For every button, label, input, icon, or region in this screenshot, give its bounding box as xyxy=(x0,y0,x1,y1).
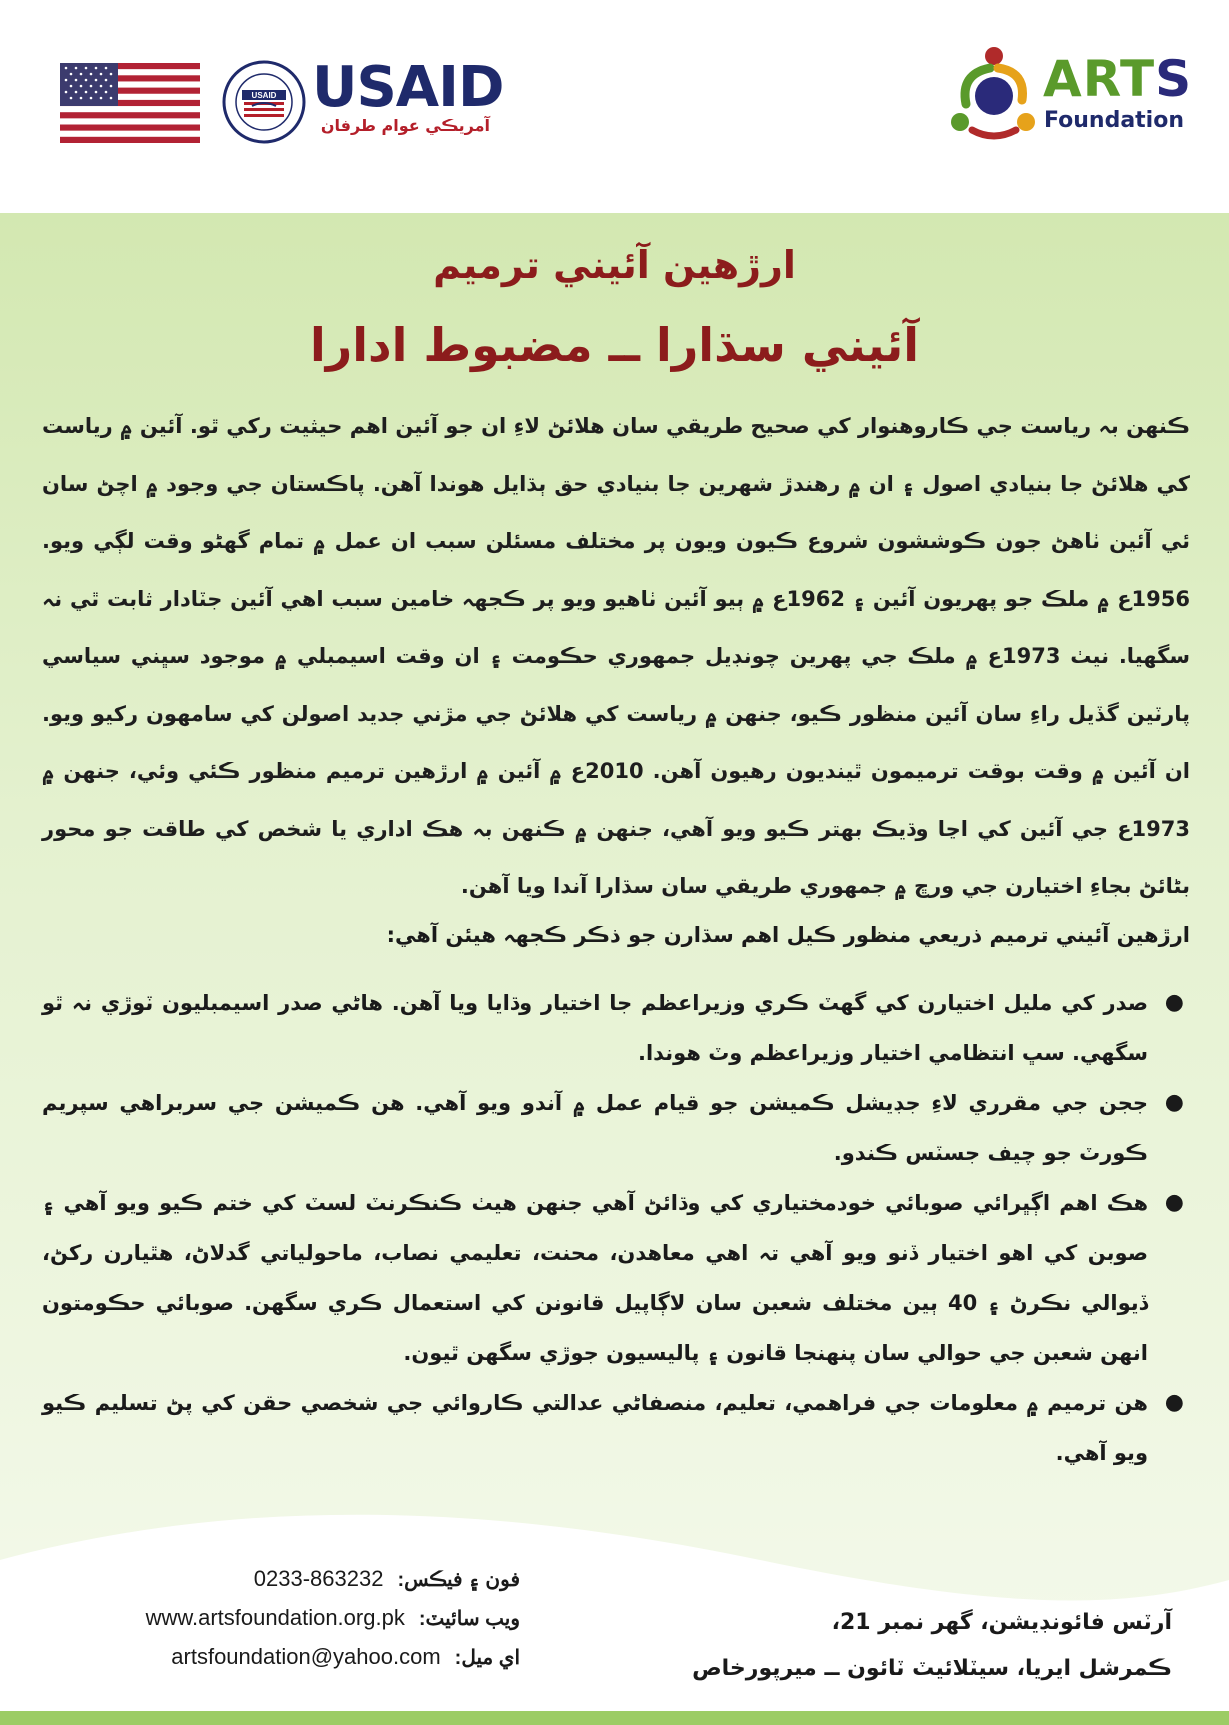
bottom-bar xyxy=(0,1711,1229,1725)
reforms-list xyxy=(42,978,1190,1478)
bullet-icon: ● xyxy=(1164,1090,1184,1115)
list-item: ● ججن جي مقرري لاءِ جڊيشل ڪميشن جو قيام عمل ۾ آندو ويو آهي. هن ڪميشن جي سربراهي سپريم ڪورٽ جو چيف جسٽس ڪندو. xyxy=(42,1078,1190,1178)
bullet-icon: ● xyxy=(1164,990,1184,1015)
usaid-tagline: آمريڪي عوام طرفان xyxy=(320,116,490,135)
us-flag-icon xyxy=(60,63,200,143)
list-item: ● هڪ اهم اڳڀرائي صوبائي خودمختياري کي وڌائڻ آهي جنهن هيٺ ڪنڪرنٽ لسٽ کي ختم ڪيو ويو آهي ۽ صوبن کي اهو اختيار ڏنو ويو آهي تہ اهي معاهدن، محنت، تعليمي نصاب، ماحولياتي گدلاڻ، هٿيارن رکڻ، ڏيوالي نڪرڻ ۽ 40 ٻين مختلف شعبن سان لاڳاپيل قانونن کي استعمال ڪري سگهن. صوبائي حڪومتون انهن شعبن جي حوالي سان پنهنجا قانون ۽ پاليسيون جوڙي سگهن ٿيون. xyxy=(42,1178,1190,1378)
phone-label: فون ۽ فيڪس: xyxy=(397,1569,520,1591)
arts-wordmark: ARTS xyxy=(1043,50,1193,108)
document-subtitle: آئيني سڌارا ــ مضبوط ادارا xyxy=(309,318,920,372)
usaid-wordmark: USAID xyxy=(312,55,504,120)
body-paragraph: ڪنهن بہ رياست جي ڪاروهنوار کي صحيح طريقي سان هلائڻ لاءِ ان جو آئين اهم حيثيت رکي ٿو. آئين ۾ رياست کي هلائڻ جا بنيادي اصول ۽ ان ۾ رهندڙ شهرين جا بنيادي حق ٻڌايل هوندا آهن. پاڪستان جي وجود ۾ اچڻ سان ئي آئين ٺاهڻ جون ڪوششون شروع ڪيون ويون پر مختلف مسئلن سبب ان عمل ۾ تمام گهڻو وقت لڳي ويو. 1956ع ۾ ملڪ جو پهريون آئين ۽ 1962ع ۾ ٻيو آئين ٺاهيو ويو پر ڪجهہ خامين سبب اهي آئين جٽادار ثابت ٿي نہ سگهيا. نيٺ 1973ع ۾ ملڪ جي پهرين چونڊيل جمهوري حڪومت ۽ ان وقت اسيمبلي ۾ موجود سڀني سياسي پارٽين گڏيل راءِ سان آئين منظور ڪيو، جنهن ۾ رياست کي هلائڻ جي مڙني جديد اصولن کي سامهون رکيو ويو. ان آئين ۾ وقت بوقت ترميمون ٿينديون رهيون آهن. 2010ع ۾ آئين ۾ ارڙهين ترميم منظور ڪئي وئي، جنهن ۾ 1973ع جي آئين کي اڃا وڌيڪ بهتر ڪيو ويو آهي، جنهن ۾ ڪنهن بہ هڪ اداري يا شخص کي طاقت جو محور بڻائڻ بجاءِ اختيارن جي ورڇ ۾ جمهوري طريقي سان سڌارا آندا ويا آهن. xyxy=(42,414,1190,898)
svg-text:USAID: USAID xyxy=(251,91,277,100)
phone-value: 0233-863232 xyxy=(253,1566,384,1591)
bullet-icon: ● xyxy=(1164,1390,1184,1415)
header xyxy=(0,0,1229,213)
contact-info xyxy=(40,1560,520,1677)
address-line: آرٽس فائونڊيشن، گهر نمبر 21، xyxy=(831,1610,1172,1635)
usaid-seal-icon xyxy=(222,60,306,144)
address-block xyxy=(640,1600,1172,1692)
arts-foundation-logo-icon xyxy=(948,44,1048,144)
list-item: ● صدر کي مليل اختيارن کي گهٽ ڪري وزيراعظم جا اختيار وڌايا ويا آهن. هاڻي صدر اسيمبليون ٽوڙي نہ ٿو سگهي. سڀ انتظامي اختيار وزيراعظم وٽ هوندا. xyxy=(42,978,1190,1078)
bullet-icon: ● xyxy=(1164,1190,1184,1215)
email-label: اي ميل: xyxy=(454,1647,520,1669)
list-item: ● هن ترميم ۾ معلومات جي فراهمي، تعليم، منصفاڻي عدالتي ڪاروائي جي شخصي حقن کي پڻ تسليم ڪيو ويو آهي. xyxy=(42,1378,1190,1478)
website-link[interactable]: www.artsfoundation.org.pk xyxy=(145,1605,405,1630)
document-title: ارڙهين آئيني ترميم xyxy=(433,243,796,287)
list-intro: ارڙهين آئيني ترميم ذريعي منظور ڪيل اهم سڌارن جو ذڪر ڪجهہ هيئن آهي: xyxy=(386,923,1190,947)
email-link[interactable]: artsfoundation@yahoo.com xyxy=(171,1644,441,1669)
address-line: ڪمرشل ايريا، سيٽلائيٽ ٽائون ــ ميرپورخاص xyxy=(692,1656,1172,1681)
website-label: ويب سائيٽ: xyxy=(418,1608,520,1630)
arts-foundation-label: Foundation xyxy=(1044,108,1185,133)
